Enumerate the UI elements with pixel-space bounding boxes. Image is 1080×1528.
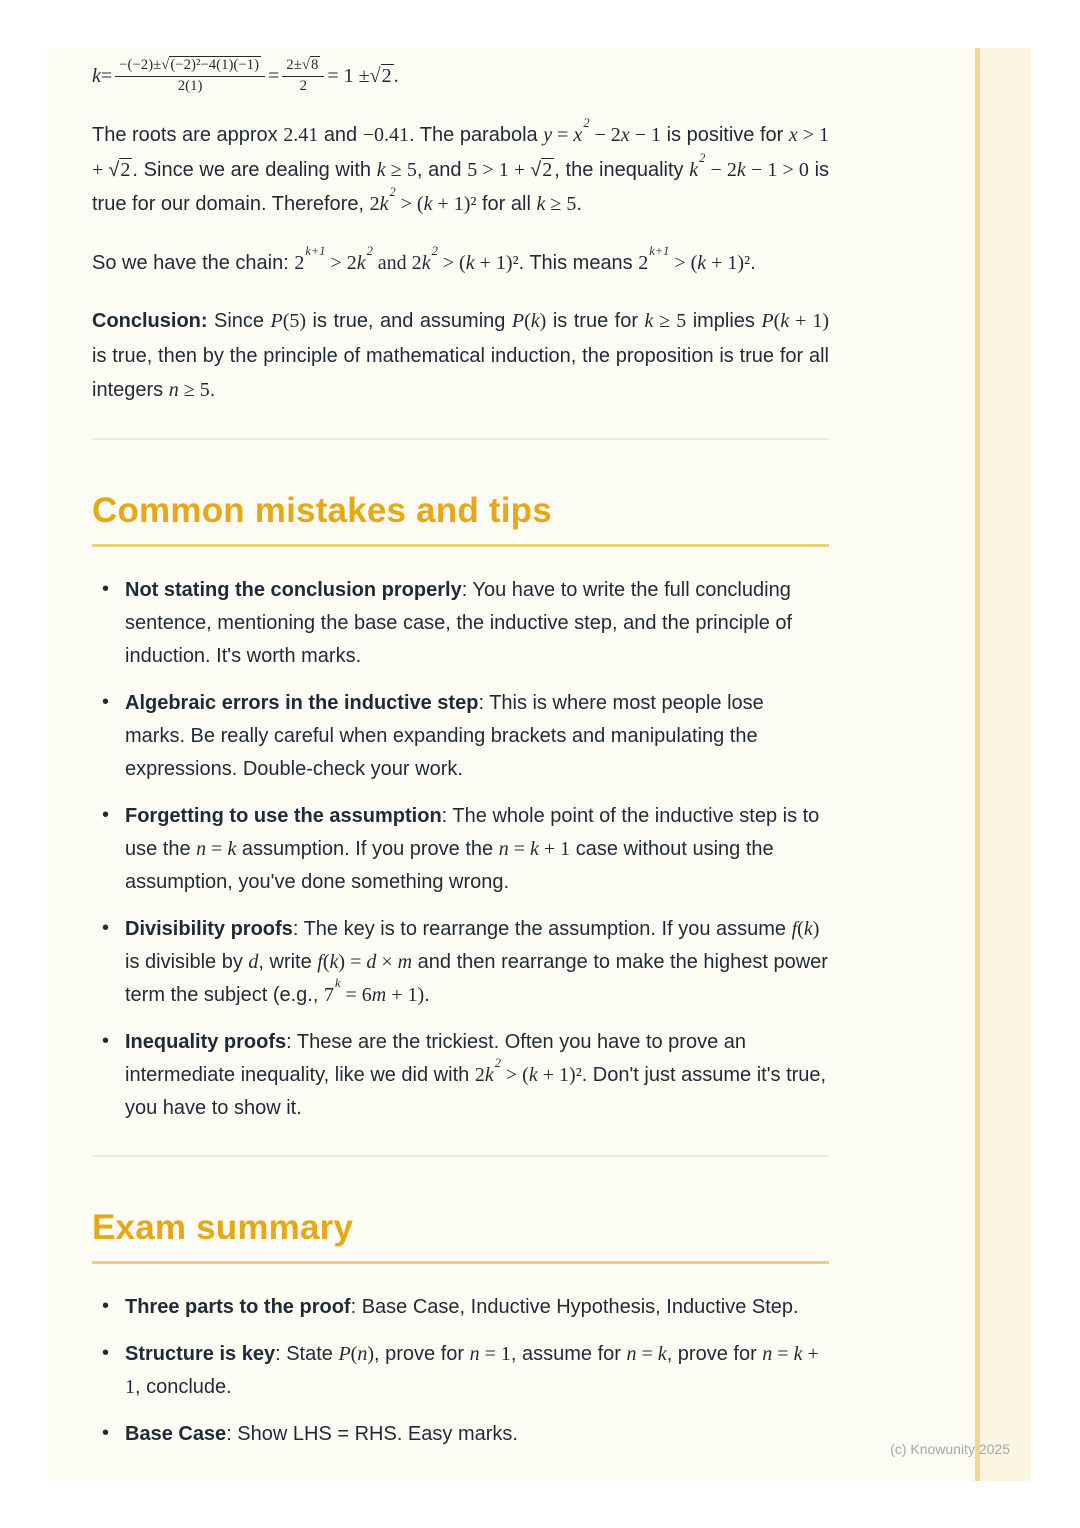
page-edge-stripe <box>975 48 1031 1481</box>
list-item: • Algebraic errors in the inductive step: This is where most people lose marks. Be really careful when expanding brackets and manipulating the expressions. Double-check your work. <box>92 687 829 786</box>
exam-summary-list <box>92 1291 829 1451</box>
math-sqrt: √ 2 <box>370 59 394 93</box>
quadratic-formula-equation: k = $\frac{\text{−(−2)± √ (−2)²−4(1)(−1)}}{2(1)}$ = $\frac{2\pm √ 8}{2}$ = 1 ± √ 2 . <box>92 50 829 102</box>
conclusion-paragraph: Conclusion: Since P(5) is true, and assuming P(k) is true for k ≥ 5 implies P(k + 1) is true, then by the principle of mathematical induction, the proposition is true for all integers n ≥ 5. <box>92 310 829 401</box>
common-mistakes-list <box>92 574 829 1125</box>
document-content <box>92 50 829 1465</box>
list-item: • Three parts to the proof: Base Case, Inductive Hypothesis, Inductive Step. <box>92 1291 829 1324</box>
list-item: • Inequality proofs: These are the trickiest. Often you have to prove an intermediate inequality, like we did with $2k^2 > (k + 1)^2$. Don't just assume it's true, you have to show it. <box>92 1026 829 1125</box>
math-sqrt: √ 2 <box>108 158 132 181</box>
section-title-underline <box>92 1261 829 1264</box>
math-sqrt: √ 8 <box>302 56 321 73</box>
list-item: • Divisibility proofs: The key is to rearrange the assumption. If you assume f(k) is divisible by d, write f(k) = d × m and then rearrange to make the highest power term the subject (e.g., $7^k = 6m + 1$). <box>92 913 829 1012</box>
list-item: • Forgetting to use the assumption: The whole point of the inductive step is to use the n = k assumption. If you prove the n = k + 1 case without using the assumption, you've done something wrong. <box>92 800 829 899</box>
roots-paragraph: The roots are approx 2.41 and −0.41. The parabola $y = x^2 - 2x - 1$ is positive for x > 1 + √ 2 . Since we are dealing with k ≥ 5, and 5 > 1 + √ 2 , the inequality $k^2 - 2k - 1 > 0$ is true for our domain. Therefore, $2k^2 > (k + 1)^2$ for all k ≥ 5. <box>92 118 829 222</box>
math-sqrt: √ (−2)²−4(1)(−1) <box>161 56 261 73</box>
section-title-exam-summary: Exam summary <box>92 1207 354 1247</box>
document-page <box>47 48 1031 1481</box>
section-divider <box>92 1155 829 1157</box>
section-title-common-mistakes: Common mistakes and tips <box>92 490 552 530</box>
section-divider <box>92 438 829 440</box>
list-item: • Not stating the conclusion properly: You have to write the full concluding sentence, mentioning the base case, the inductive step, and the principle of induction. It's worth marks. <box>92 574 829 673</box>
list-item: • Base Case: Show LHS = RHS. Easy marks. <box>92 1418 829 1451</box>
copyright-footer: (c) Knowunity 2025 <box>890 1441 1010 1457</box>
section-title-underline <box>92 544 829 547</box>
math-fraction: $\frac{2\pm √ 8}{2}$ <box>282 57 324 96</box>
math-sqrt: √ 2 <box>530 158 554 181</box>
math-fraction: $\frac{\text{−(−2)± √ (−2)²−4(1)(−1)}}{2(1)}$ <box>115 57 265 96</box>
list-item: • Structure is key: State P(n), prove for n = 1, assume for n = k, prove for n = k + 1, conclude. <box>92 1338 829 1404</box>
chain-paragraph: So we have the chain: $2^{k+1} > 2k^2$ and $2k^2 > (k + 1)^2$. This means $2^{k+1} > (k + 1)^2$. <box>92 243 756 274</box>
